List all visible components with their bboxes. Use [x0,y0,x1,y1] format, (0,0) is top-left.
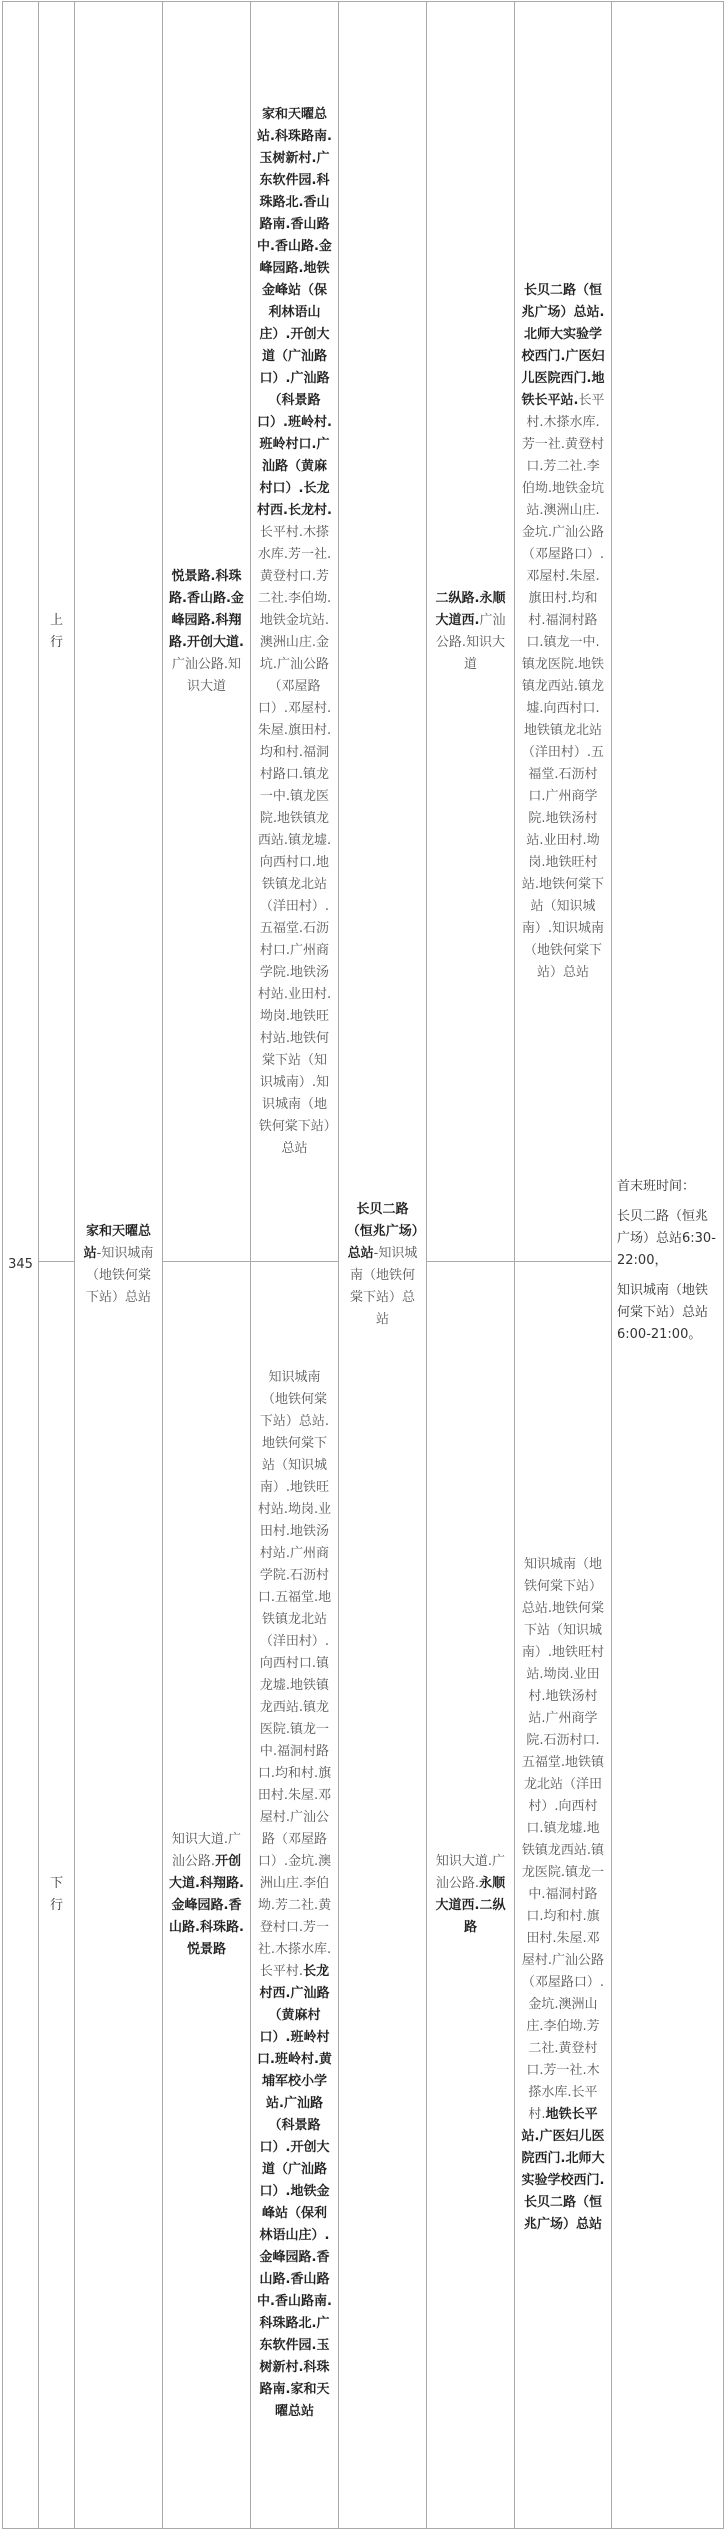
direction-up-cell [39,2,75,1262]
schedule-cell [612,2,724,2529]
down-roads-rest: 知识大道.广汕公路. [171,1832,242,1869]
down-stops-main: 长龙村西.广汕路（黄麻村口）.班岭村口.班岭村.黄埔军校小学站.广汕路（科景路口）.开创大道（广汕路口）.地铁金峰站（保利林语山庄）.金峰园路.香山路.香山路中.香山路南.科珠路北.广东软件园.玉树新村.科珠路南.家和天曜总站 [257,1964,332,2419]
up-roads2-main: 二纵路.永顺大道西. [435,590,506,628]
up-stops-cell [251,2,339,1262]
branch-name-prefix: 长贝二路（恒兆广场）总站 [346,1202,419,1261]
up-stops-main: 家和天曜总站.科珠路南.玉树新村.广东软件园.科珠路北.香山路南.香山路中.香山路.金峰园路.地铁金峰站（保利林语山庄）.开创大道（广汕路口）.广汕路（科景路口）.班岭村.班岭村口.广汕路（黄麻村口）.长龙村西.长龙村. [257,106,332,518]
schedule-line-1: 长贝二路（恒兆广场）总站6:30-22:00， [617,1209,716,1268]
down-roads2-rest: 知识大道.广汕公路. [435,1854,506,1891]
route-table [2,1,724,2529]
up-roads-main: 悦景路.科珠路.香山路.金峰园路.科翔路.开创大道. [169,568,244,650]
down-roads2-main: 永顺大道西.二纵路 [435,1876,506,1935]
branch-name-suffix: -知识城南（地铁何棠下站）总站 [349,1246,418,1327]
direction-up-label: 上行 [49,612,63,650]
up-roads2-rest: 广汕公路.知识大道 [435,612,506,672]
direction-down-label: 下行 [49,1876,63,1913]
route-number-cell [3,2,39,2529]
route-name-suffix: -知识城南（地铁何棠下站）总站 [85,1246,154,1305]
down-stops-rest: 知识城南（地铁何棠下站）总站.地铁何棠下站（知识城南）.地铁旺村站.坳岗.业田村.地铁汤村站.广州商学院.石沥村口.五福堂.地铁镇龙北站（洋田村）.向西村口.镇龙墟.地铁镇龙西站.镇龙医院.镇龙一中.福洞村路口.均和村.旗田村.朱屋.邓屋村.广汕公路（邓屋路口）.金坑.澳洲山庄.李伯坳.芳二社.黄登村口.芳一社.木搽水库.长平村. [257,1370,332,1979]
down-roads2-cell [427,1262,515,2529]
up-roads2-cell [427,2,515,1262]
up-stops2-cell [515,2,612,1262]
route-name-prefix: 家和天曜总站 [83,1224,151,1261]
up-roads-rest: 广汕公路.知识大道 [171,656,242,694]
down-roads-main: 开创大道.科翔路.金峰园路.香山路.科珠路.悦景路 [169,1854,244,1957]
up-roads-cell [163,2,251,1262]
up-stops2-rest: 长平村.木搽水库.芳一社.黄登村口.芳二社.李伯坳.地铁金坑站.澳洲山庄.金坑.广汕公路（邓屋路口）.邓屋村.朱屋.旗田村.均和村.福洞村路口.镇龙一中.镇龙医院.地铁镇龙西站.镇龙墟.向西村口.地铁镇龙北站（洋田村）.五福堂.石沥村口.广州商学院.地铁汤村站.业田村.坳岗.地铁旺村站.地铁何棠下站（知识城南）.知识城南（地铁何棠下站）总站 [521,392,605,980]
schedule-line-2: 知识城南（地铁何棠下站）总站6:00-21:00。 [617,1283,709,1342]
route-number: 345 [8,1257,33,1272]
up-stops-rest: 长平村.木搽水库.芳一社.黄登村口.芳二社.李伯坳.地铁金坑站.澳洲山庄.金坑.广汕公路（邓屋路口）.邓屋村.朱屋.旗田村.均和村.福洞村路口.镇龙一中.镇龙医院.地铁镇龙西站.镇龙墟.向西村口.地铁镇龙北站（洋田村）.五福堂.石沥村口.广州商学院.地铁汤村站.业田村.坳岗.地铁旺村站.地铁何棠下站（知识城南）.知识城南（地铁何棠下站）总站 [257,524,332,1156]
branch-name-cell [339,2,427,2529]
direction-down-cell [39,1262,75,2529]
down-stops-cell [251,1262,339,2529]
down-stops2-main: 地铁长平站.广医妇儿医院西门.北师大实验学校西门.长贝二路（恒兆广场）总站 [521,2107,605,2232]
route-name-cell [75,2,163,2529]
down-roads-cell [163,1262,251,2529]
down-stops2-cell [515,1262,612,2529]
up-stops2-main: 长贝二路（恒兆广场）总站.北师大实验学校西门.广医妇儿医院西门.地铁长平站. [521,282,605,408]
schedule-title: 首末班时间： [617,1179,696,1194]
down-stops2-rest: 知识城南（地铁何棠下站）总站.地铁何棠下站（知识城南）.地铁旺村站.坳岗.业田村.地铁汤村站.广州商学院.石沥村口.五福堂.地铁镇龙北站（洋田村）.向西村口.镇龙墟.地铁镇龙西站.镇龙医院.镇龙一中.福洞村路口.均和村.旗田村.朱屋.邓屋村.广汕公路（邓屋路口）.金坑.澳洲山庄.李伯坳.芳二社.黄登村口.芳一社.木搽水库.长平村. [521,1557,605,2122]
